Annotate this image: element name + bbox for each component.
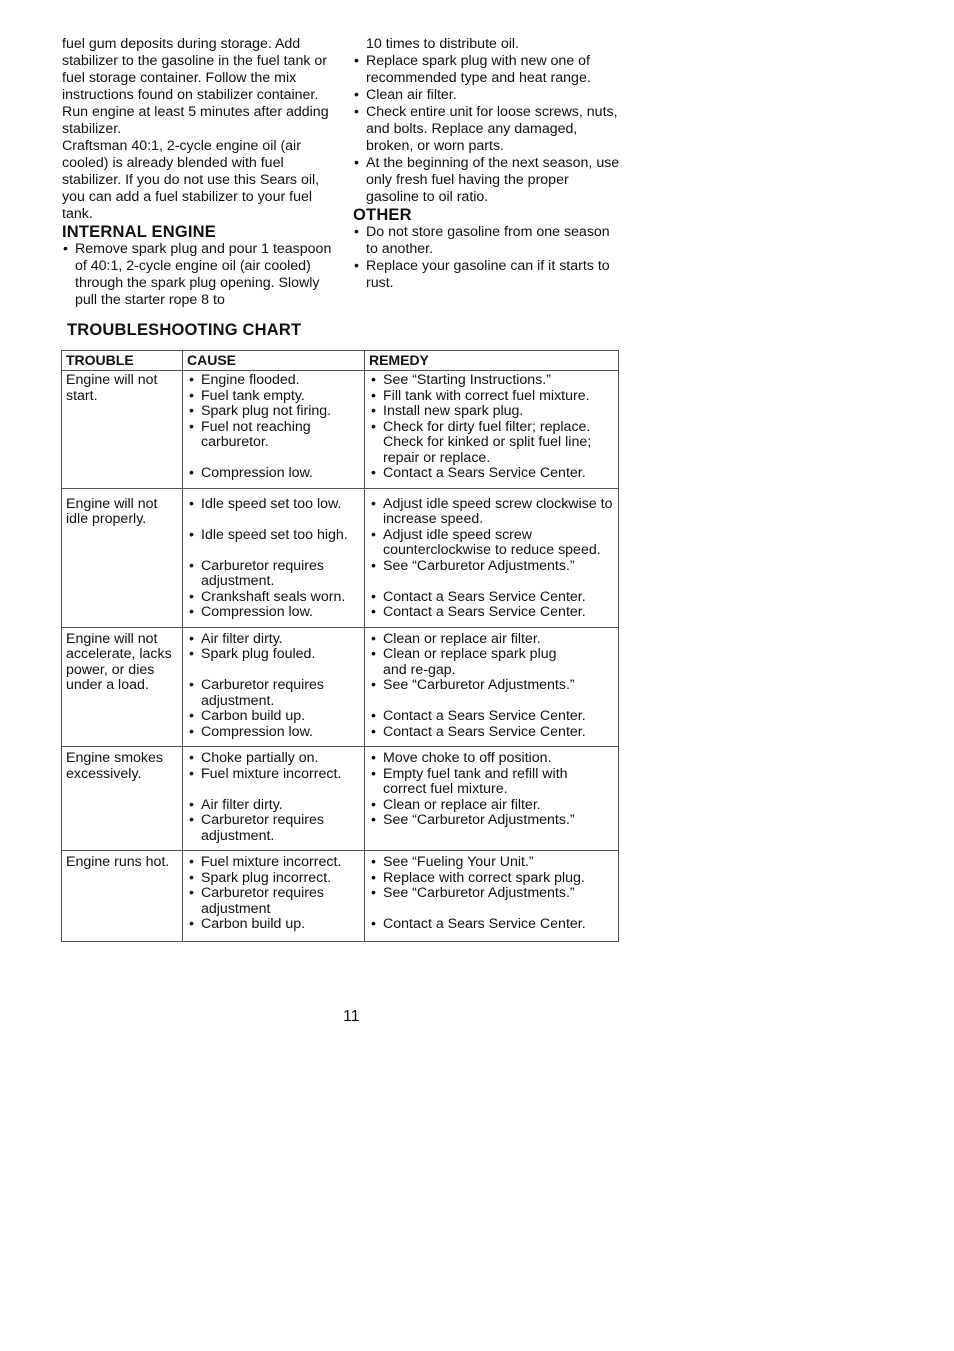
remedy-item: • Contact a Sears Service Center. (369, 466, 618, 482)
remedy-item: • Clean or replace spark plug and re-gap. (369, 647, 618, 678)
cause-cell (183, 371, 365, 489)
cause-item: • Crankshaft seals worn. (187, 590, 364, 606)
remedy-cell (365, 488, 619, 627)
cause-item: • Spark plug fouled. (187, 647, 364, 663)
trouble-cell: Engine will not start. (62, 371, 183, 489)
list-item: • Do not store gasoline from one season to another. (353, 224, 623, 258)
list-item: • Replace your gasoline can if it starts to rust. (353, 258, 623, 292)
table-row (62, 627, 619, 747)
cause-item: • Air filter dirty. (187, 798, 364, 814)
cause-column-header: CAUSE (183, 351, 365, 371)
internal-engine-heading: INTERNAL ENGINE (62, 223, 216, 241)
cause-cell (183, 488, 365, 627)
remedy-item: • Contact a Sears Service Center. (369, 917, 618, 933)
left-column (62, 36, 334, 309)
remedy-item: • See “Starting Instructions.” (369, 373, 618, 389)
remedy-item: • Fill tank with correct fuel mixture. (369, 389, 618, 405)
cause-item: • Engine flooded. (187, 373, 364, 389)
cause-item: • Compression low. (187, 466, 364, 482)
remedy-item: • Empty fuel tank and refill with correct fuel mixture. (369, 767, 618, 798)
cause-item: • Spark plug incorrect. (187, 871, 364, 887)
remedy-item: • Clean or replace air filter. (369, 798, 618, 814)
list-item: • At the beginning of the next season, use only fresh fuel having the proper gasoline to oil ratio. (353, 155, 623, 206)
cause-item: • Carbon build up. (187, 917, 364, 933)
cause-cell (183, 627, 365, 747)
remedy-item: • Install new spark plug. (369, 404, 618, 420)
remedy-item: • See “Carburetor Adjustments.” (369, 813, 618, 829)
trouble-cell: Engine will not accelerate, lacks power, or dies under a load. (62, 627, 183, 747)
remedy-cell (365, 747, 619, 851)
internal-engine-list (62, 241, 334, 309)
troubleshooting-chart-title: TROUBLESHOOTING CHART (67, 321, 302, 339)
remedy-item: • Check for dirty fuel filter; replace. Check for kinked or split fuel line; repair or replace. (369, 420, 618, 467)
right-column (353, 36, 623, 292)
cause-cell (183, 747, 365, 851)
list-item: • Check entire unit for loose screws, nuts, and bolts. Replace any damaged, broken, or worn parts. (353, 104, 623, 155)
cause-item: • Carburetor requires adjustment. (187, 559, 364, 590)
cause-item: • Compression low. (187, 605, 364, 621)
table-row (62, 747, 619, 851)
stabilizer-paragraph: fuel gum deposits during storage. Add stabilizer to the gasoline in the fuel tank or fuel storage container. Follow the mix instructions found on stabilizer container. Run engine at least 5 minutes after adding stabilizer. (62, 36, 329, 137)
remedy-cell (365, 371, 619, 489)
cause-item: • Fuel tank empty. (187, 389, 364, 405)
cause-item: • Spark plug not firing. (187, 404, 364, 420)
storage-steps-list (353, 53, 623, 206)
cause-cell (183, 851, 365, 942)
cause-item: • Idle speed set too low. (187, 497, 364, 513)
other-heading: OTHER (353, 206, 412, 224)
cause-item: • Idle speed set too high. (187, 528, 364, 544)
remedy-item: • Adjust idle speed screw clockwise to increase speed. (369, 497, 618, 528)
remedy-item: • See “Carburetor Adjustments.” (369, 886, 618, 902)
remedy-column-header: REMEDY (365, 351, 619, 371)
remedy-cell (365, 851, 619, 942)
remedy-item: • Contact a Sears Service Center. (369, 709, 618, 725)
remedy-item: • Contact a Sears Service Center. (369, 605, 618, 621)
remedy-item: • Contact a Sears Service Center. (369, 725, 618, 741)
list-continuation: 10 times to distribute oil. (366, 36, 519, 52)
table-row (62, 851, 619, 942)
cause-item: • Fuel mixture incorrect. (187, 767, 364, 783)
remedy-item: • See “Carburetor Adjustments.” (369, 678, 618, 694)
remedy-item: • See “Carburetor Adjustments.” (369, 559, 618, 575)
craftsman-oil-paragraph: Craftsman 40:1, 2-cycle engine oil (air cooled) is already blended with fuel stabilizer. If you do not use this Sears oil, you can add a fuel stabilizer to your fuel tank. (62, 138, 320, 222)
trouble-cell: Engine smokes excessively. (62, 747, 183, 851)
cause-item: • Carbon build up. (187, 709, 364, 725)
trouble-cell: Engine will not idle properly. (62, 488, 183, 627)
trouble-cell: Engine runs hot. (62, 851, 183, 942)
cause-item: • Air filter dirty. (187, 632, 364, 648)
table-row (62, 488, 619, 627)
list-item: • Replace spark plug with new one of recommended type and heat range. (353, 53, 623, 87)
cause-item: • Carburetor requires adjustment (187, 886, 364, 917)
remedy-item: • Contact a Sears Service Center. (369, 590, 618, 606)
remedy-item: • See “Fueling Your Unit.” (369, 855, 618, 871)
cause-item: • Carburetor requires adjustment. (187, 678, 364, 709)
troubleshooting-table (61, 350, 619, 942)
cause-item: • Choke partially on. (187, 751, 364, 767)
remedy-item: • Replace with correct spark plug. (369, 871, 618, 887)
table-row (62, 371, 619, 489)
page-number: 11 (343, 1008, 360, 1025)
list-item: • Remove spark plug and pour 1 teaspoon of 40:1, 2-cycle engine oil (air cooled) through the spark plug opening. Slowly pull the starter rope 8 to (62, 241, 334, 309)
remedy-cell (365, 627, 619, 747)
cause-item: • Fuel mixture incorrect. (187, 855, 364, 871)
remedy-item: • Move choke to off position. (369, 751, 618, 767)
other-list (353, 224, 623, 292)
remedy-item: • Adjust idle speed screw counterclockwise to reduce speed. (369, 528, 618, 559)
cause-item: • Carburetor requires adjustment. (187, 813, 364, 844)
trouble-column-header: TROUBLE (62, 351, 183, 371)
cause-item: • Fuel not reaching carburetor. (187, 420, 364, 451)
table-header-row (62, 351, 619, 371)
remedy-item: • Clean or replace air filter. (369, 632, 618, 648)
cause-item: • Compression low. (187, 725, 364, 741)
list-item: • Clean air filter. (353, 87, 623, 104)
